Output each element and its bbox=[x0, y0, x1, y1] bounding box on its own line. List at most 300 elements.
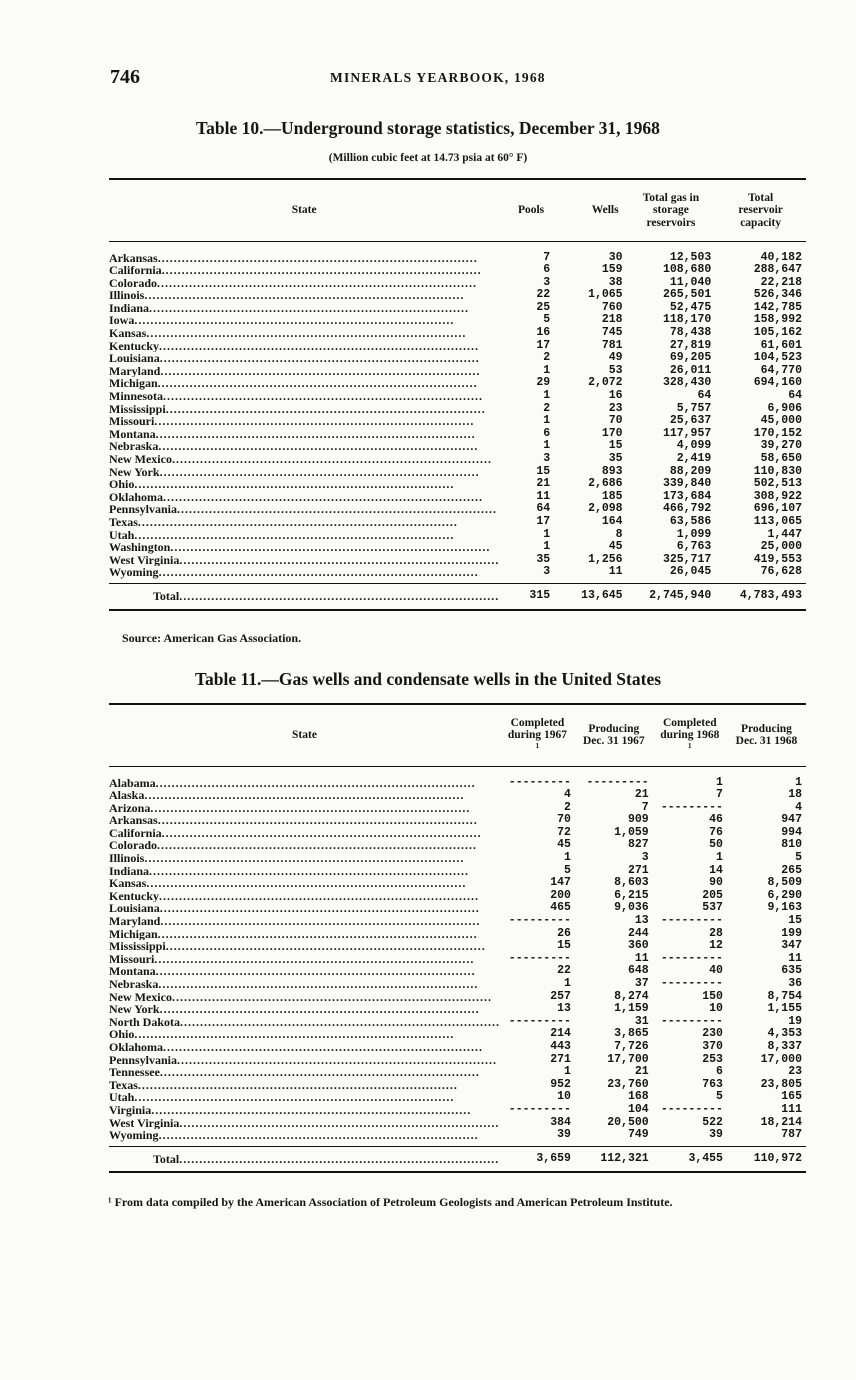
state-cell bbox=[109, 1117, 500, 1130]
table-row bbox=[109, 554, 806, 567]
state-name: New York bbox=[109, 1003, 160, 1016]
value-cell: 781 bbox=[601, 339, 623, 352]
state-name: Arkansas bbox=[109, 251, 158, 265]
value-cell: 170,152 bbox=[753, 427, 802, 440]
value-cell: 827 bbox=[627, 839, 649, 852]
value-cell: 502,513 bbox=[753, 478, 802, 491]
value-cell: 35 bbox=[608, 453, 623, 465]
state-name: California bbox=[109, 264, 162, 277]
state-name: Wyoming bbox=[109, 1129, 159, 1143]
value-cell: 111 bbox=[781, 1103, 802, 1116]
table-row bbox=[109, 327, 806, 340]
value-cell: 36 bbox=[788, 978, 802, 990]
table-row bbox=[109, 503, 806, 516]
state-name: Michigan bbox=[109, 377, 158, 391]
gas-wells-table bbox=[109, 703, 806, 1173]
state-cell bbox=[109, 789, 500, 802]
table-row bbox=[109, 1129, 806, 1146]
value-cell: 8,337 bbox=[767, 1040, 802, 1053]
value-cell: 360 bbox=[627, 940, 649, 953]
value-cell: 909 bbox=[627, 814, 649, 827]
value-cell: 13 bbox=[557, 1003, 571, 1016]
value-cell: 22,218 bbox=[760, 276, 802, 289]
value-cell: --------- bbox=[660, 1103, 723, 1116]
state-name: Iowa bbox=[109, 314, 135, 328]
value-cell: 1,099 bbox=[676, 528, 712, 541]
value-cell: 78,438 bbox=[669, 327, 712, 340]
value-cell: 994 bbox=[781, 826, 802, 839]
value-cell: 8,274 bbox=[614, 990, 649, 1003]
state-cell bbox=[109, 415, 499, 428]
value-cell: 11 bbox=[634, 952, 649, 965]
state-name: California bbox=[109, 826, 162, 840]
value-cell: 370 bbox=[702, 1040, 723, 1053]
value-cell: 749 bbox=[627, 1129, 649, 1142]
value-cell: 37 bbox=[634, 978, 649, 990]
state-name: Oklahoma bbox=[109, 1040, 164, 1054]
value-cell: 64 bbox=[697, 390, 712, 403]
state-cell bbox=[109, 890, 500, 903]
table-row bbox=[109, 1054, 806, 1067]
footnote: ¹ From data compiled by the American Association of Petroleum Geologists and American Petroleum Institute. bbox=[108, 1195, 673, 1209]
table-row bbox=[109, 428, 806, 441]
table-row bbox=[109, 403, 806, 416]
table-row bbox=[109, 789, 806, 802]
state-name: New Mexico bbox=[109, 990, 172, 1004]
value-cell: 7 bbox=[543, 251, 551, 264]
value-cell: --------- bbox=[660, 915, 723, 928]
col-header-reservoir-capacity: Total reservoir capacity bbox=[738, 191, 783, 229]
state-name: Washington bbox=[109, 541, 171, 554]
value-cell: 15 bbox=[536, 465, 551, 478]
value-cell: 1 bbox=[543, 440, 551, 453]
total-row bbox=[109, 583, 806, 609]
value-cell: 3 bbox=[641, 852, 649, 865]
state-cell bbox=[109, 314, 499, 327]
state-cell bbox=[109, 1104, 500, 1117]
value-cell: 18 bbox=[788, 789, 802, 802]
value-cell: 419,553 bbox=[753, 553, 802, 566]
state-cell bbox=[109, 1003, 500, 1016]
value-cell: 6,215 bbox=[614, 889, 649, 902]
state-name: Montana bbox=[109, 427, 156, 441]
value-cell: 40,182 bbox=[760, 251, 802, 264]
value-cell: 45 bbox=[557, 839, 571, 852]
value-cell: --------- bbox=[508, 776, 571, 789]
table-row bbox=[109, 365, 806, 378]
state-cell bbox=[109, 453, 499, 466]
table-row bbox=[109, 352, 806, 365]
value-cell: 4,099 bbox=[676, 440, 712, 453]
value-cell: 526,346 bbox=[753, 289, 802, 302]
value-cell: --------- bbox=[660, 801, 723, 814]
value-cell: 13 bbox=[634, 915, 649, 928]
state-cell bbox=[109, 491, 499, 504]
state-name: Mississippi bbox=[109, 940, 166, 953]
table-row bbox=[109, 1003, 806, 1016]
value-cell: 2 bbox=[564, 801, 571, 814]
col-header-completed-1967: Completed during 1967 ¹ bbox=[507, 716, 568, 754]
value-cell: 104 bbox=[627, 1103, 649, 1116]
state-cell bbox=[109, 877, 500, 890]
table-row bbox=[109, 314, 806, 327]
value-cell: 2 bbox=[543, 352, 551, 365]
col-header-producing-1967: Producing Dec. 31 1967 bbox=[582, 722, 645, 748]
value-cell: --------- bbox=[508, 952, 571, 965]
value-cell: 1 bbox=[543, 541, 551, 554]
value-cell: 5 bbox=[543, 314, 551, 327]
value-cell: 787 bbox=[781, 1129, 802, 1142]
value-cell: 5,757 bbox=[676, 402, 712, 415]
table-row bbox=[109, 1104, 806, 1117]
state-name: West Virginia bbox=[109, 1116, 180, 1130]
table-row bbox=[109, 928, 806, 941]
table-row bbox=[109, 529, 806, 542]
state-cell bbox=[109, 902, 500, 915]
source-note: Source: American Gas Association. bbox=[122, 631, 302, 645]
state-cell bbox=[109, 466, 499, 479]
state-cell bbox=[109, 1079, 500, 1092]
value-cell: 90 bbox=[709, 877, 723, 890]
state-cell bbox=[109, 777, 500, 790]
total-value: 3,455 bbox=[688, 1151, 723, 1165]
value-cell: 325,717 bbox=[662, 553, 712, 566]
table-row bbox=[109, 777, 806, 790]
value-cell: 11 bbox=[608, 566, 623, 579]
state-cell bbox=[109, 991, 500, 1004]
value-cell: 9,036 bbox=[614, 902, 649, 915]
value-cell: 10 bbox=[709, 1003, 723, 1016]
table-row bbox=[109, 277, 806, 290]
value-cell: 21 bbox=[536, 478, 551, 491]
value-cell: 15 bbox=[557, 940, 571, 953]
state-cell bbox=[109, 827, 500, 840]
state-cell bbox=[109, 403, 499, 416]
state-name: Minnesota bbox=[109, 390, 163, 403]
value-cell: 26,011 bbox=[669, 364, 712, 377]
state-name: Louisiana bbox=[109, 352, 160, 365]
value-cell: 27,819 bbox=[669, 339, 712, 352]
state-cell bbox=[109, 802, 500, 815]
state-cell bbox=[109, 1091, 500, 1104]
table-row bbox=[109, 1117, 806, 1130]
value-cell: 142,785 bbox=[753, 301, 802, 314]
value-cell: 7 bbox=[716, 789, 723, 802]
value-cell: 19 bbox=[788, 1015, 802, 1028]
value-cell: 23 bbox=[608, 402, 623, 415]
value-cell: 810 bbox=[781, 839, 802, 852]
value-cell: 4 bbox=[564, 789, 571, 802]
table-row bbox=[109, 516, 806, 529]
state-name: Montana bbox=[109, 965, 156, 978]
total-value: 2,745,940 bbox=[649, 588, 712, 602]
state-name: Arkansas bbox=[109, 814, 158, 827]
table-row bbox=[109, 877, 806, 890]
value-cell: 64 bbox=[788, 390, 802, 403]
value-cell: 339,840 bbox=[662, 478, 712, 491]
state-cell bbox=[109, 1041, 500, 1054]
value-cell: 3 bbox=[543, 276, 551, 289]
state-cell bbox=[109, 390, 499, 403]
value-cell: 16 bbox=[536, 327, 551, 340]
state-name: Oklahoma bbox=[109, 490, 164, 504]
state-name: Colorado bbox=[109, 276, 157, 290]
state-cell bbox=[109, 839, 500, 852]
value-cell: 20,500 bbox=[607, 1116, 649, 1129]
value-cell: 12,503 bbox=[669, 251, 712, 264]
state-name: Kansas bbox=[109, 327, 147, 340]
value-cell: 11 bbox=[536, 490, 551, 503]
value-cell: 253 bbox=[702, 1053, 723, 1066]
value-cell: 6 bbox=[543, 427, 551, 440]
value-cell: 7 bbox=[641, 801, 649, 814]
state-cell bbox=[109, 940, 500, 953]
value-cell: 1,256 bbox=[588, 553, 623, 566]
value-cell: 39 bbox=[557, 1129, 571, 1142]
value-cell: 40 bbox=[709, 965, 723, 978]
value-cell: 1,059 bbox=[614, 826, 649, 839]
table-row bbox=[109, 940, 806, 953]
total-value: 4,783,493 bbox=[739, 588, 802, 602]
state-cell bbox=[109, 277, 499, 290]
state-cell bbox=[109, 503, 499, 516]
table-row bbox=[109, 302, 806, 315]
col-header-completed-1968: Completed during 1968 ¹ bbox=[660, 716, 720, 754]
total-value: 13,645 bbox=[581, 588, 623, 602]
running-head: MINERALS YEARBOOK, 1968 bbox=[330, 70, 546, 85]
value-cell: 113,065 bbox=[753, 515, 802, 528]
state-name: New York bbox=[109, 465, 160, 479]
value-cell: 1 bbox=[543, 528, 551, 541]
state-cell bbox=[109, 978, 500, 991]
table11-title: Table 11.—Gas wells and condensate wells in the United States bbox=[194, 669, 662, 689]
value-cell: 21 bbox=[634, 789, 649, 802]
value-cell: 28 bbox=[709, 927, 723, 940]
state-cell bbox=[109, 566, 499, 583]
table-row bbox=[109, 491, 806, 504]
value-cell: 1,447 bbox=[767, 528, 802, 541]
value-cell: 1 bbox=[564, 978, 571, 990]
value-cell: 17,000 bbox=[760, 1053, 802, 1066]
value-cell: 9,163 bbox=[767, 902, 802, 915]
state-cell bbox=[109, 289, 499, 302]
table-row bbox=[109, 252, 806, 265]
value-cell: 30 bbox=[608, 251, 623, 264]
state-name: Arizona bbox=[109, 801, 151, 815]
value-cell: 696,107 bbox=[753, 503, 802, 516]
col-header-pools: Pools bbox=[517, 204, 545, 216]
value-cell: 22 bbox=[536, 289, 551, 302]
state-cell bbox=[109, 327, 499, 340]
col-header-state: State bbox=[292, 729, 317, 741]
state-name: Louisiana bbox=[109, 902, 160, 916]
value-cell: 308,922 bbox=[753, 490, 802, 503]
total-value: 110,972 bbox=[753, 1151, 802, 1165]
value-cell: 8,754 bbox=[767, 990, 802, 1003]
value-cell: 25 bbox=[536, 301, 551, 314]
table10-title: Table 10.—Underground storage statistics, December 31, 1968 bbox=[196, 118, 660, 138]
value-cell: 5 bbox=[564, 864, 571, 877]
value-cell: 104,523 bbox=[753, 352, 802, 365]
state-cell bbox=[109, 440, 499, 453]
value-cell: 53 bbox=[608, 364, 623, 377]
state-name: West Virginia bbox=[109, 553, 180, 567]
state-name: Kentucky bbox=[109, 339, 160, 353]
value-cell: 70 bbox=[608, 415, 623, 428]
state-cell bbox=[109, 1016, 500, 1029]
table-row bbox=[109, 1091, 806, 1104]
value-cell: 893 bbox=[601, 465, 623, 478]
state-cell bbox=[109, 965, 500, 978]
value-cell: 760 bbox=[601, 301, 623, 314]
value-cell: 2,072 bbox=[588, 377, 623, 390]
value-cell: 218 bbox=[601, 314, 623, 327]
state-cell bbox=[109, 1028, 500, 1041]
value-cell: 1 bbox=[564, 852, 571, 865]
state-name: Kansas bbox=[109, 877, 147, 890]
value-cell: 7,726 bbox=[614, 1040, 649, 1053]
value-cell: 17 bbox=[536, 339, 551, 352]
state-cell bbox=[109, 428, 499, 441]
value-cell: 63,586 bbox=[669, 515, 712, 528]
value-cell: 23,760 bbox=[607, 1078, 649, 1091]
value-cell: 537 bbox=[702, 902, 723, 915]
total-label: Total ..... bbox=[109, 1146, 500, 1172]
total-row bbox=[109, 1146, 806, 1172]
state-cell bbox=[109, 377, 499, 390]
value-cell: --------- bbox=[508, 1015, 571, 1028]
value-cell: 12 bbox=[709, 940, 723, 953]
col-header-producing-1968: Producing Dec. 31 1968 bbox=[735, 722, 798, 748]
value-cell: 72 bbox=[557, 826, 571, 839]
total-value: 112,321 bbox=[600, 1151, 649, 1165]
table-row bbox=[109, 541, 806, 554]
table-row bbox=[109, 453, 806, 466]
table-row bbox=[109, 1041, 806, 1054]
col-header-wells: Wells bbox=[591, 204, 619, 216]
value-cell: 150 bbox=[702, 990, 723, 1003]
value-cell: 23 bbox=[788, 1066, 802, 1079]
value-cell: 70 bbox=[557, 814, 571, 827]
value-cell: 466,792 bbox=[662, 503, 712, 516]
value-cell: 6,290 bbox=[767, 889, 802, 902]
value-cell: 52,475 bbox=[669, 301, 712, 314]
table-row bbox=[109, 1016, 806, 1029]
value-cell: 3,865 bbox=[614, 1028, 649, 1041]
value-cell: 11 bbox=[788, 952, 802, 965]
value-cell: 271 bbox=[550, 1053, 571, 1066]
value-cell: 64,770 bbox=[760, 364, 802, 377]
value-cell: 1,159 bbox=[614, 1003, 649, 1016]
state-name: Missouri bbox=[109, 415, 155, 428]
value-cell: 2,419 bbox=[676, 453, 712, 465]
page-number: 746 bbox=[110, 66, 140, 88]
value-cell: 110,830 bbox=[753, 465, 802, 478]
value-cell: 952 bbox=[550, 1078, 571, 1091]
state-name: Illinois bbox=[109, 852, 145, 865]
value-cell: 22 bbox=[557, 965, 571, 978]
value-cell: 635 bbox=[781, 965, 802, 978]
state-cell bbox=[109, 814, 500, 827]
value-cell: 1,155 bbox=[767, 1003, 802, 1016]
state-name: Nebraska bbox=[109, 440, 159, 453]
value-cell: 947 bbox=[781, 814, 802, 827]
state-cell bbox=[109, 264, 499, 277]
value-cell: 108,680 bbox=[662, 264, 712, 277]
value-cell: 2 bbox=[543, 402, 551, 415]
table-row bbox=[109, 953, 806, 966]
value-cell: 61,601 bbox=[760, 339, 802, 352]
value-cell: 1 bbox=[795, 776, 802, 789]
state-name: Alaska bbox=[109, 789, 145, 802]
table-row bbox=[109, 1066, 806, 1079]
col-header-state: State bbox=[291, 204, 317, 216]
state-name: Maryland bbox=[109, 915, 161, 928]
table-row bbox=[109, 991, 806, 1004]
value-cell: 271 bbox=[627, 864, 649, 877]
value-cell: 39 bbox=[709, 1129, 723, 1142]
value-cell: 1 bbox=[716, 852, 723, 865]
value-cell: 15 bbox=[788, 915, 802, 928]
value-cell: 4,353 bbox=[767, 1028, 802, 1041]
value-cell: 3 bbox=[543, 566, 551, 579]
table-row bbox=[109, 852, 806, 865]
table-row bbox=[109, 827, 806, 840]
state-name: Maryland bbox=[109, 364, 161, 378]
value-cell: 15 bbox=[608, 440, 623, 453]
value-cell: 200 bbox=[550, 889, 571, 902]
value-cell: 1,065 bbox=[588, 289, 623, 302]
table-row bbox=[109, 902, 806, 915]
value-cell: 1 bbox=[716, 776, 723, 789]
value-cell: --------- bbox=[660, 952, 723, 965]
state-name: Illinois bbox=[109, 289, 145, 302]
value-cell: 384 bbox=[550, 1116, 571, 1129]
table-row bbox=[109, 915, 806, 928]
value-cell: 165 bbox=[781, 1091, 802, 1104]
value-cell: 26,045 bbox=[669, 566, 712, 579]
state-cell bbox=[109, 1054, 500, 1067]
value-cell: 39,270 bbox=[760, 440, 802, 453]
value-cell: 694,160 bbox=[753, 377, 802, 390]
state-name: Ohio bbox=[109, 478, 135, 491]
value-cell: 21 bbox=[634, 1066, 649, 1079]
value-cell: --------- bbox=[508, 1103, 571, 1116]
value-cell: 29 bbox=[536, 377, 551, 390]
value-cell: 257 bbox=[550, 990, 571, 1003]
state-name: Nebraska bbox=[109, 978, 159, 991]
value-cell: 199 bbox=[781, 927, 802, 940]
state-name: Utah bbox=[109, 1091, 135, 1104]
table-row bbox=[109, 440, 806, 453]
state-cell bbox=[109, 1129, 500, 1146]
value-cell: 31 bbox=[634, 1015, 649, 1028]
state-cell bbox=[109, 865, 500, 878]
value-cell: 443 bbox=[550, 1040, 571, 1053]
value-cell: 159 bbox=[601, 264, 623, 277]
value-cell: 6,763 bbox=[676, 541, 712, 554]
table-row bbox=[109, 390, 806, 403]
value-cell: --------- bbox=[660, 1015, 723, 1028]
value-cell: 170 bbox=[601, 427, 623, 440]
col-header-gas-in-storage: Total gas in storage reservoirs bbox=[642, 191, 700, 229]
state-name: Tennessee bbox=[109, 1066, 160, 1079]
state-name: Ohio bbox=[109, 1028, 135, 1041]
value-cell: 10 bbox=[557, 1091, 571, 1104]
value-cell: 5 bbox=[716, 1091, 723, 1104]
value-cell: 465 bbox=[550, 902, 571, 915]
value-cell: 214 bbox=[550, 1028, 571, 1041]
